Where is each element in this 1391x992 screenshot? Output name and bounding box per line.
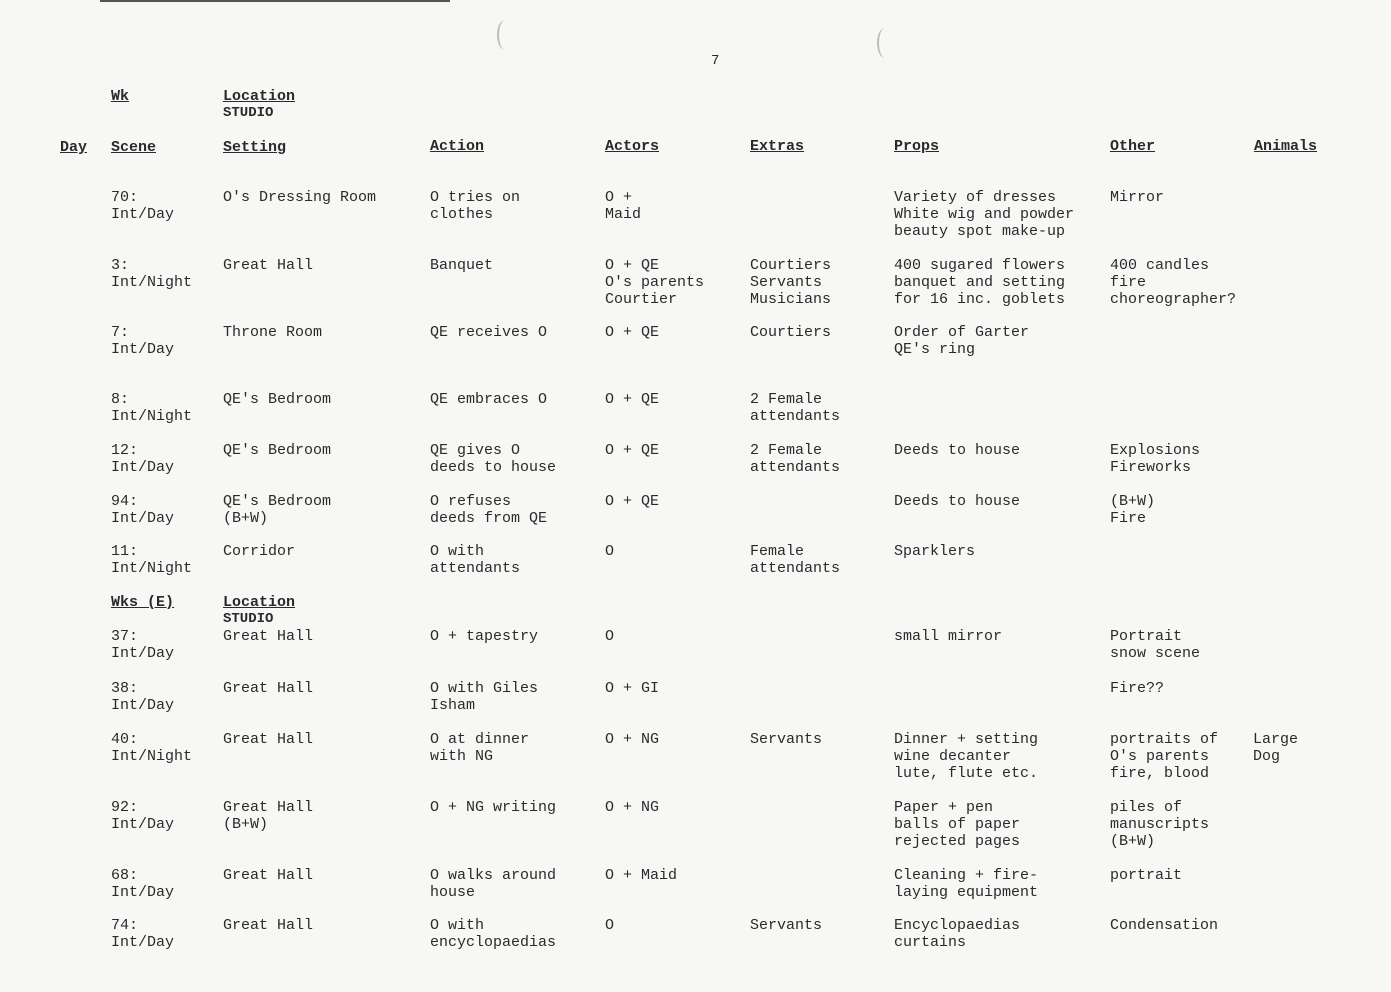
location-value-2: STUDIO xyxy=(223,611,274,627)
column-header-actors: Actors xyxy=(605,138,660,155)
cell-other: Explosions Fireworks xyxy=(1110,442,1201,476)
cell-actors: O + Maid xyxy=(605,189,642,223)
cell-extras: Servants xyxy=(750,731,823,748)
cell-other: piles of manuscripts (B+W) xyxy=(1110,799,1210,850)
cell-actors: O + QE xyxy=(605,324,660,341)
location-label: Location xyxy=(223,88,296,105)
cell-other: Mirror xyxy=(1110,189,1165,206)
cell-setting: QE's Bedroom xyxy=(223,391,332,408)
column-header-extras: Extras xyxy=(750,138,805,155)
cell-setting: QE's Bedroom xyxy=(223,442,332,459)
cell-actors: O + GI xyxy=(605,680,660,697)
cell-props: Paper + pen balls of paper rejected pages xyxy=(894,799,1021,850)
cell-props: Dinner + setting wine decanter lute, flute etc. xyxy=(894,731,1039,782)
column-header-scene: Scene xyxy=(111,139,157,156)
cell-scene: 40: Int/Night xyxy=(111,731,193,765)
cell-scene: 74: Int/Day xyxy=(111,917,175,951)
wk-label: Wk xyxy=(111,88,130,105)
cell-action: O with attendants xyxy=(430,543,521,577)
cell-action: O tries on clothes xyxy=(430,189,521,223)
column-header-animals: Animals xyxy=(1254,138,1318,155)
cell-setting: Great Hall xyxy=(223,867,314,884)
cell-actors: O + QE xyxy=(605,493,660,510)
location-value: STUDIO xyxy=(223,105,274,121)
cell-action: O + tapestry xyxy=(430,628,539,645)
cell-action: O at dinner with NG xyxy=(430,731,530,765)
cell-setting: Throne Room xyxy=(223,324,323,341)
column-header-action: Action xyxy=(430,138,485,155)
cell-scene: 3: Int/Night xyxy=(111,257,193,291)
cell-other: Condensation xyxy=(1110,917,1219,934)
column-header-props: Props xyxy=(894,138,940,155)
cell-setting: Great Hall xyxy=(223,917,314,934)
cell-scene: 70: Int/Day xyxy=(111,189,175,223)
column-header-day: Day xyxy=(60,139,88,156)
cell-props: Variety of dresses White wig and powder beauty spot make-up xyxy=(894,189,1075,240)
cell-animals: Large Dog xyxy=(1253,731,1299,765)
cell-action: QE receives O xyxy=(430,324,548,341)
cell-actors: O xyxy=(605,917,615,934)
cell-actors: O + NG xyxy=(605,731,660,748)
punch-hole-mark xyxy=(497,20,513,50)
cell-actors: O xyxy=(605,628,615,645)
cell-actors: O + QE xyxy=(605,442,660,459)
cell-action: QE gives O deeds to house xyxy=(430,442,557,476)
cell-extras: 2 Female attendants xyxy=(750,391,841,425)
cell-setting: Corridor xyxy=(223,543,296,560)
cell-props: Deeds to house xyxy=(894,442,1021,459)
cell-scene: 94: Int/Day xyxy=(111,493,175,527)
cell-extras: 2 Female attendants xyxy=(750,442,841,476)
location-label-2: Location xyxy=(223,594,296,611)
cell-action: O refuses deeds from QE xyxy=(430,493,548,527)
cell-props: Order of Garter QE's ring xyxy=(894,324,1030,358)
cell-props: Deeds to house xyxy=(894,493,1021,510)
cell-scene: 92: Int/Day xyxy=(111,799,175,833)
page-number: 7 xyxy=(711,53,720,69)
cell-action: QE embraces O xyxy=(430,391,548,408)
cell-action: Banquet xyxy=(430,257,494,274)
cell-other: Fire?? xyxy=(1110,680,1165,697)
cell-props: Cleaning + fire- laying equipment xyxy=(894,867,1039,901)
cell-scene: 11: Int/Night xyxy=(111,543,193,577)
cell-extras: Servants xyxy=(750,917,823,934)
cell-setting: O's Dressing Room xyxy=(223,189,377,206)
cell-extras: Courtiers Servants Musicians xyxy=(750,257,832,308)
cell-action: O walks around house xyxy=(430,867,557,901)
cell-setting: Great Hall xyxy=(223,257,314,274)
cell-scene: 7: Int/Day xyxy=(111,324,175,358)
top-rule xyxy=(100,0,450,2)
cell-setting: Great Hall xyxy=(223,628,314,645)
cell-actors: O xyxy=(605,543,615,560)
cell-action: O with encyclopaedias xyxy=(430,917,557,951)
cell-props: Sparklers xyxy=(894,543,976,560)
cell-setting: QE's Bedroom (B+W) xyxy=(223,493,332,527)
cell-props: 400 sugared flowers banquet and setting for 16 inc. goblets xyxy=(894,257,1066,308)
cell-setting: Great Hall xyxy=(223,680,314,697)
cell-action: O + NG writing xyxy=(430,799,557,816)
punch-hole-mark xyxy=(877,28,893,58)
column-header-setting: Setting xyxy=(223,139,287,156)
cell-scene: 68: Int/Day xyxy=(111,867,175,901)
cell-other: 400 candles fire choreographer? xyxy=(1110,257,1237,308)
cell-scene: 37: Int/Day xyxy=(111,628,175,662)
cell-scene: 38: Int/Day xyxy=(111,680,175,714)
cell-props: Encyclopaedias curtains xyxy=(894,917,1021,951)
cell-other: Portrait snow scene xyxy=(1110,628,1201,662)
cell-other: portraits of O's parents fire, blood xyxy=(1110,731,1219,782)
cell-setting: Great Hall (B+W) xyxy=(223,799,314,833)
column-header-other: Other xyxy=(1110,138,1156,155)
cell-extras: Female attendants xyxy=(750,543,841,577)
cell-props: small mirror xyxy=(894,628,1003,645)
cell-action: O with Giles Isham xyxy=(430,680,539,714)
cell-actors: O + QE O's parents Courtier xyxy=(605,257,705,308)
cell-extras: Courtiers xyxy=(750,324,832,341)
wks-e-label: Wks (E) xyxy=(111,594,175,611)
cell-scene: 8: Int/Night xyxy=(111,391,193,425)
cell-actors: O + QE xyxy=(605,391,660,408)
cell-scene: 12: Int/Day xyxy=(111,442,175,476)
cell-other: (B+W) Fire xyxy=(1110,493,1156,527)
cell-other: portrait xyxy=(1110,867,1183,884)
cell-actors: O + Maid xyxy=(605,867,678,884)
cell-setting: Great Hall xyxy=(223,731,314,748)
cell-actors: O + NG xyxy=(605,799,660,816)
